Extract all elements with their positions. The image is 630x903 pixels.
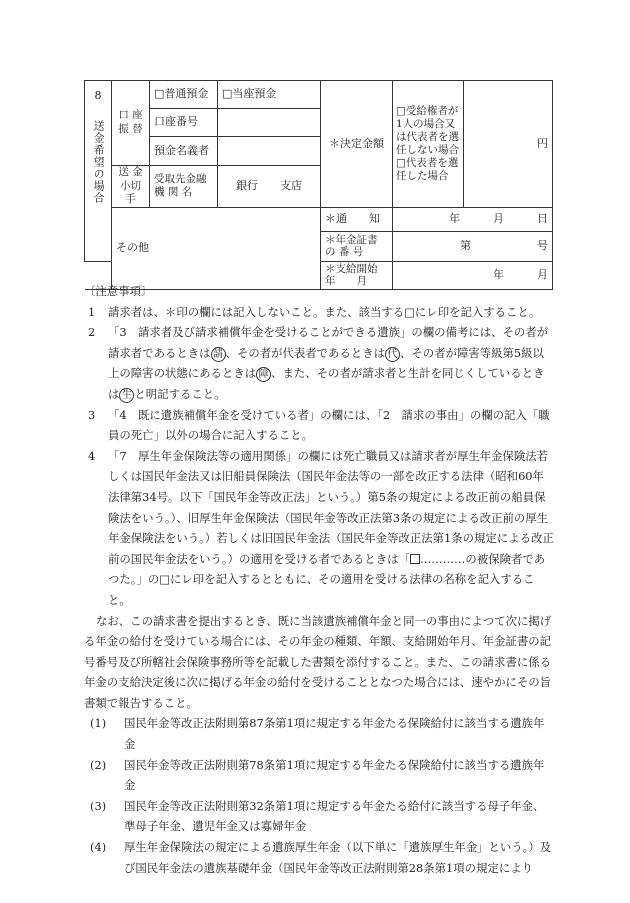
kettei-options[interactable]: □受給権者が1人の場合又は代表者を選任しない場合 □代表者を選任した場合 [393,81,464,208]
uketori-label: 受取先金融 機 関 名 [150,166,218,208]
remittance-table [84,80,553,290]
section-number: 8 [94,89,102,102]
kouza-number-field[interactable] [218,109,321,137]
note-sub-2: (2) 国民年金等改正法附則第78条第1項に規定する年金たる保険給付に該当する遺族年金 [90,757,545,793]
note-item-2: 2 「3 請求者及び請求補償年金を受けることができる遺族」の欄の備考には、その者が請求者であるときは 請 、その者が代表者であるときは 代 、その者が障害等級第5級以上の障害の状態にあるときは 障 、また、その者が請求者と生計を同じくしているときは 生 と明記すること。 [88,325,549,401]
notes-header: 〔注意事項〕 [84,284,153,298]
note-item-4: 4 「7 厚生年金保険法等の適用関係」の欄には死亡職員又は請求者が厚生年金保険法若しくは国民年金法又は旧船員保険法（国民年金法等の一部を改正する法律（昭和60年法律第34号。以下「国民年金等改正法」という。）第5条の規定による改正前の船員保険法をいう。）、旧厚生年金保険法（国民年金等改正法第3条の規定による改正前の厚生年金保険法をいう。）若しくは旧国民年金法（国民年金等改正法第1条の規定による改正前の国民年金法をいう。）の適用を受ける者であるときは「 …………の被保険者であつた。」の□にレ印を記入するとともに、その適用を受ける法律の名称を記入すること。 [88,448,554,607]
note-sub-4: (4) 厚生年金保険法の規定による遺族厚生年金（以下単に「遺族厚生年金」という。）及び国民年金法の遺族基礎年金（国民年金等改正法附則第28条第1項の規定により [90,840,552,875]
note-item-1: 1 請求者は、＊印の欄には記入しないこと。また、該当する□にレ印を記入すること。 [88,304,541,319]
kouza-number-label: 口座番号 [150,109,218,137]
circled-sei2-icon: 生 [119,388,134,403]
checkbox-icon [410,554,420,564]
circled-sho-icon: 障 [256,367,271,382]
sokin-label: 送 金 小切手 [112,166,150,208]
tsuchi-value[interactable]: 年 月 日 [393,207,553,231]
tsuchi-label: ＊通 知 [321,207,393,231]
shikyu-label: ＊支給開始 年 月 [321,261,393,289]
section-8-cell [85,81,112,262]
shikyu-value[interactable]: 年 月 [393,261,553,289]
kettei-amount[interactable]: 円 [464,81,553,208]
ginko-field[interactable]: 銀行 支店 [218,166,321,208]
sonota-label: その他 [112,207,321,289]
circled-sei-icon: 請 [211,347,226,362]
notes-section [84,281,554,878]
nenkin-value[interactable]: 第 号 [393,231,553,261]
meigi-label: 預金名義者 [150,137,218,166]
futsu-checkbox[interactable]: □普通預金 [150,81,218,109]
section-title: 送金希望の場合 [92,120,106,205]
touza-checkbox[interactable]: □当座預金 [218,81,321,109]
kettei-label: ＊決定金額 [321,81,393,208]
circled-dai-icon: 代 [385,347,400,362]
nenkin-label: ＊年金証書 の 番 号 [321,231,393,261]
note-sub-1: (1) 国民年金等改正法附則第87条第1項に規定する年金たる保険給付に該当する遺族年金 [90,716,545,752]
kouza-label: 口 座 振 替 [112,81,150,166]
note-sub-3: (3) 国民年金等改正法附則第32条第1項に規定する年金たる給付に該当する母子年金、準母子年金、遺児年金又は寡婦年金 [90,798,545,834]
meigi-field[interactable] [218,137,321,166]
note-item-3: 3 「4 既に遺族補償年金を受けている者」の欄には、「2 請求の事由」の欄の記入「職員の死亡」以外の場合に記入すること。 [88,407,550,443]
note-paragraph: なお、この請求書を提出するとき、既に当該遺族補償年金と同一の事由によつて次に掲げる年金の給付を受けている場合には、その年金の種類、年額、支給開始年月、年金証書の記号番号及び所轄社会保険事務所等を記載した書類を添付すること。また、この請求書に係る年金の支給決定後に次に掲げる年金の給付を受けることとなつた場合には、速やかにその旨書類で報告すること。 [84,613,552,710]
